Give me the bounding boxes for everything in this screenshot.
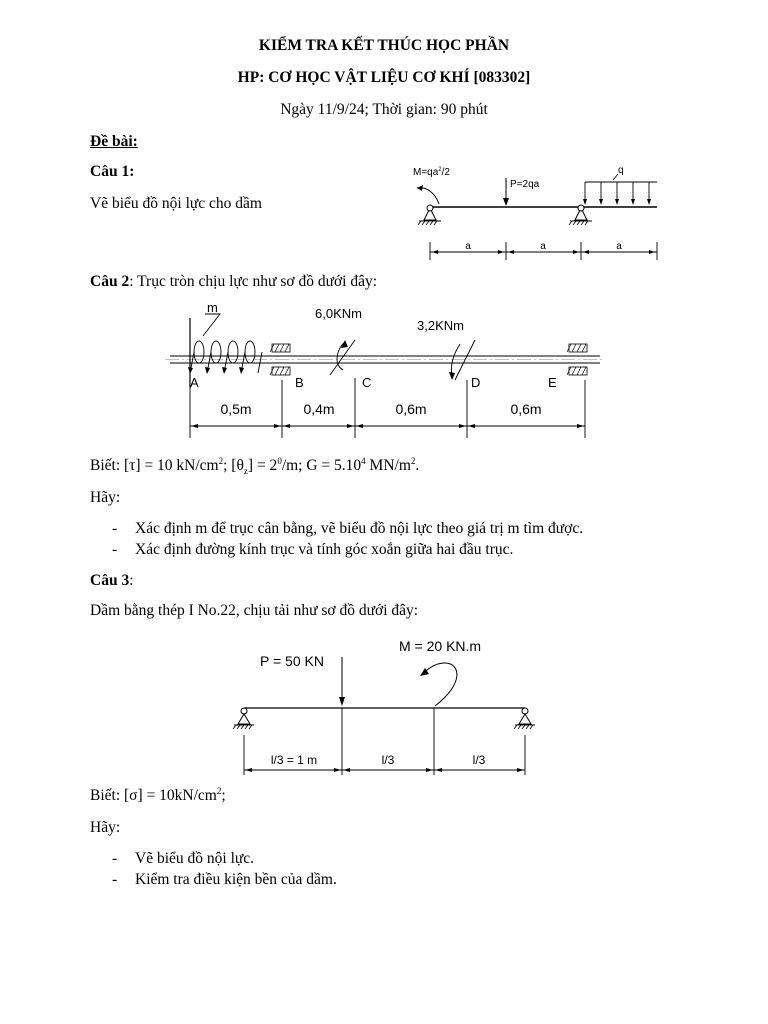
q3-dim-3: l/3 <box>472 753 486 767</box>
q2-dim-cd: 0,6m <box>395 401 427 417</box>
q1-dim-3: a <box>616 241 622 252</box>
q2-ask: Hãy: <box>90 489 121 506</box>
q3-moment-label: M = 20 KN.m <box>399 638 482 654</box>
q1-text: Vẽ biểu đồ nội lực cho dầm <box>90 195 262 212</box>
q2-label: Câu 2 <box>90 273 130 290</box>
q1-dim-2: a <box>540 241 546 252</box>
q2-heading <box>90 273 377 291</box>
q2-point-d: D <box>471 375 481 390</box>
q3-force-label: P = 50 KN <box>260 653 324 669</box>
q1-beam-diagram <box>405 158 665 268</box>
q2-point-e: E <box>548 375 557 390</box>
q2-m-label: m <box>207 300 218 315</box>
course-title: HP: CƠ HỌC VẬT LIỆU CƠ KHÍ [083302] <box>237 69 531 86</box>
problem-heading: Đề bài: <box>90 133 138 150</box>
q1-dim-1: a <box>465 241 471 252</box>
q1-moment-label: $M=qa^2/2$ <box>413 167 450 178</box>
q3-text: Dầm bằng thép I No.22, chịu tải như sơ đồ dưới đây: <box>90 602 419 619</box>
q3-label: Câu 3 <box>90 572 130 589</box>
q2-given: Biết: [τ] = 10 $kN/cm^2$; $[\theta_z] = 2^0/m$; $G = 5.10^4$ $MN/m^2$. <box>90 456 420 477</box>
q3-beam-diagram <box>230 635 540 775</box>
q3-heading: Câu 3: <box>90 572 134 589</box>
exam-date-time: Ngày 11/9/24; Thời gian: 90 phút <box>280 101 488 118</box>
q3-dim-1: l/3 = 1 m <box>270 753 318 767</box>
q2-text: : Trục tròn chịu lực như sơ đồ dưới đây: <box>129 273 378 290</box>
q3-given: Biết: $[\sigma] = 10kN/cm^2$; <box>90 786 226 804</box>
q2-shaft-diagram <box>165 300 605 445</box>
q2-dim-bc: 0,4m <box>303 401 335 417</box>
q2-dim-ab: 0,5m <box>220 401 252 417</box>
q2-point-a: A <box>190 375 199 390</box>
q2-torque-1: 6,0KNm <box>315 306 362 321</box>
q2-point-c: C <box>362 375 372 390</box>
exam-title: KIỂM TRA KẾT THÚC HỌC PHẦN <box>258 37 510 54</box>
q2-point-b: B <box>295 375 304 390</box>
q3-ask: Hãy: <box>90 819 121 836</box>
q1-load-label: q <box>618 165 624 176</box>
q1-label: Câu 1: <box>90 163 135 180</box>
q1-force-label: P=2qa <box>510 179 540 190</box>
q2-torque-2: 3,2KNm <box>417 318 464 333</box>
q2-dim-de: 0,6m <box>510 401 542 417</box>
q3-dim-2: l/3 <box>381 753 395 767</box>
